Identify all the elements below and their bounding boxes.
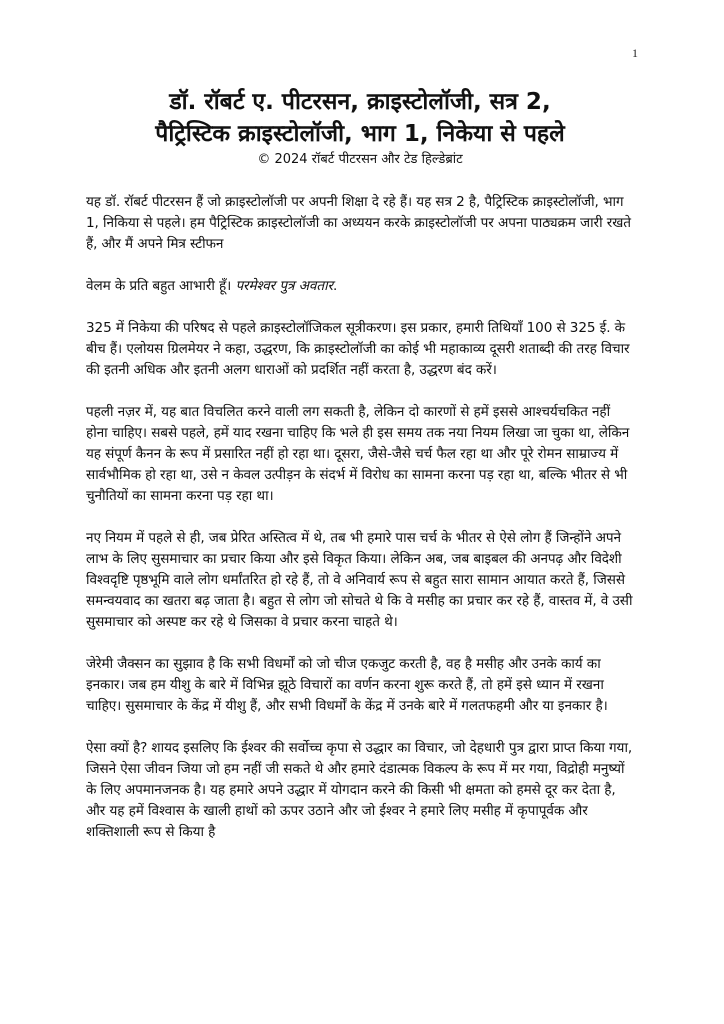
- paragraph-thanks-text: वेलम के प्रति बहुत आभारी हूँ।: [86, 278, 232, 294]
- title-line-2: पैट्रिस्टिक क्राइस्टोलॉजी, भाग 1, निकेया से पहले: [155, 121, 565, 147]
- paragraph-intro: यह डॉ. रॉबर्ट पीटरसन हैं जो क्राइस्टोलॉजी पर अपनी शिक्षा दे रहे हैं। यह सत्र 2 है, पैट्रिस्टिक क्राइस्टोलॉजी, भाग 1, निकिया से पहले। हम पैट्रिस्टिक क्राइस्टोलॉजी का अध्ययन करके क्राइस्टोलॉजी पर अपना पाठ्यक्रम जारी रखते हैं, और मैं अपने मित्र स्टीफन: [86, 194, 631, 252]
- paragraph-thanks-end: .: [332, 278, 338, 294]
- page-number: 1: [632, 46, 638, 60]
- paragraph-first-glance: पहली नज़र में, यह बात विचलित करने वाली लग सकती है, लेकिन दो कारणों से हमें इससे आश्चर्यचकित नहीं होना चाहिए। सबसे पहले, हमें याद रखना चाहिए कि भले ही इस समय तक नया नियम लिखा जा चुका था, लेकिन यह संपूर्ण कैनन के रूप में प्रसारित नहीं हो रहा था। दूसरा, जैसे-जैसे चर्च फैल रहा था और पूरे रोमन साम्राज्य में सार्वभौमिक हो रहा था, उसे न केवल उत्पीड़न के संदर्भ में विरोध का सामना करना पड़ रहा था, बल्कि भीतर से भी चुनौतियों का सामना करना पड़ रहा था।: [86, 404, 630, 504]
- paragraph-nicaea: 325 में निकेया की परिषद से पहले क्राइस्टोलॉजिकल सूत्रीकरण। इस प्रकार, हमारी तिथियाँ 100 से 325 ई. के बीच हैं। एलोयस ग्रिलमेयर ने कहा, उद्धरण, कि क्राइस्टोलॉजी का कोई भी महाकाव्य दूसरी शताब्दी की तरह विचार की इतनी अधिक और इतनी अलग धाराओं को प्रदर्शित नहीं करता है, उद्धरण बंद करें।: [86, 320, 630, 378]
- book-title-italic: परमेश्वर पुत्र अवतार: [235, 278, 333, 294]
- paragraph-thanks: [86, 276, 634, 297]
- copyright-line: © 2024 रॉबर्ट पीटरसन और टेड हिल्डेब्रांट: [257, 152, 463, 167]
- title-line-1: डॉ. रॉबर्ट ए. पीटरसन, क्राइस्टोलॉजी, सत्र 2,: [169, 89, 551, 115]
- paragraph-new-testament: नए नियम में पहले से ही, जब प्रेरित अस्तित्व में थे, तब भी हमारे पास चर्च के भीतर से ऐसे लोग हैं जिन्होंने अपने लाभ के लिए सुसमाचार का प्रचार किया और इसे विकृत किया। लेकिन अब, जब बाइबल की अनपढ़ और विदेशी विश्वदृष्टि पृष्ठभूमि वाले लोग धर्मांतरित हो रहे हैं, तो वे अनिवार्य रूप से बहुत सारा सामान आयात करते हैं, जिससे समन्वयवाद का खतरा बढ़ जाता है। बहुत से लोग जो सोचते थे कि वे मसीह का प्रचार कर रहे हैं, वास्तव में, वे उसी सुसमाचार को अस्पष्ट कर रहे थे जिसका वे प्रचार करना चाहते थे।: [86, 530, 633, 630]
- paragraph-jackson: जेरेमी जैक्सन का सुझाव है कि सभी विधर्मों को जो चीज एकजुट करती है, वह है मसीह और उनके कार्य का इनकार। जब हम यीशु के बारे में विभिन्न झूठे विचारों का वर्णन करना शुरू करते हैं, तो हमें इसे ध्यान में रखना चाहिए। सुसमाचार के केंद्र में यीशु हैं, और सभी विधर्मों के केंद्र में उनके बारे में गलतफहमी और या इनकार है।: [86, 656, 608, 714]
- page-title: [86, 0, 634, 150]
- paragraph-why: ऐसा क्यों है? शायद इसलिए कि ईश्वर की सर्वोच्च कृपा से उद्धार का विचार, जो देहधारी पुत्र द्वारा प्राप्त किया गया, जिसने ऐसा जीवन जिया जो हम नहीं जी सकते थे और हमारे दंडात्मक विकल्प के रूप में मर गया, विद्रोही मनुष्यों के लिए अपमानजनक है। यह हमारे अपने उद्धार में योगदान करने की किसी भी क्षमता को हमसे दूर कर देता है, और यह हमें विश्वास के खाली हाथों को ऊपर उठाने और जो ईश्वर ने हमारे लिए मसीह में कृपापूर्वक और शक्तिशाली रूप से किया है: [86, 740, 633, 840]
